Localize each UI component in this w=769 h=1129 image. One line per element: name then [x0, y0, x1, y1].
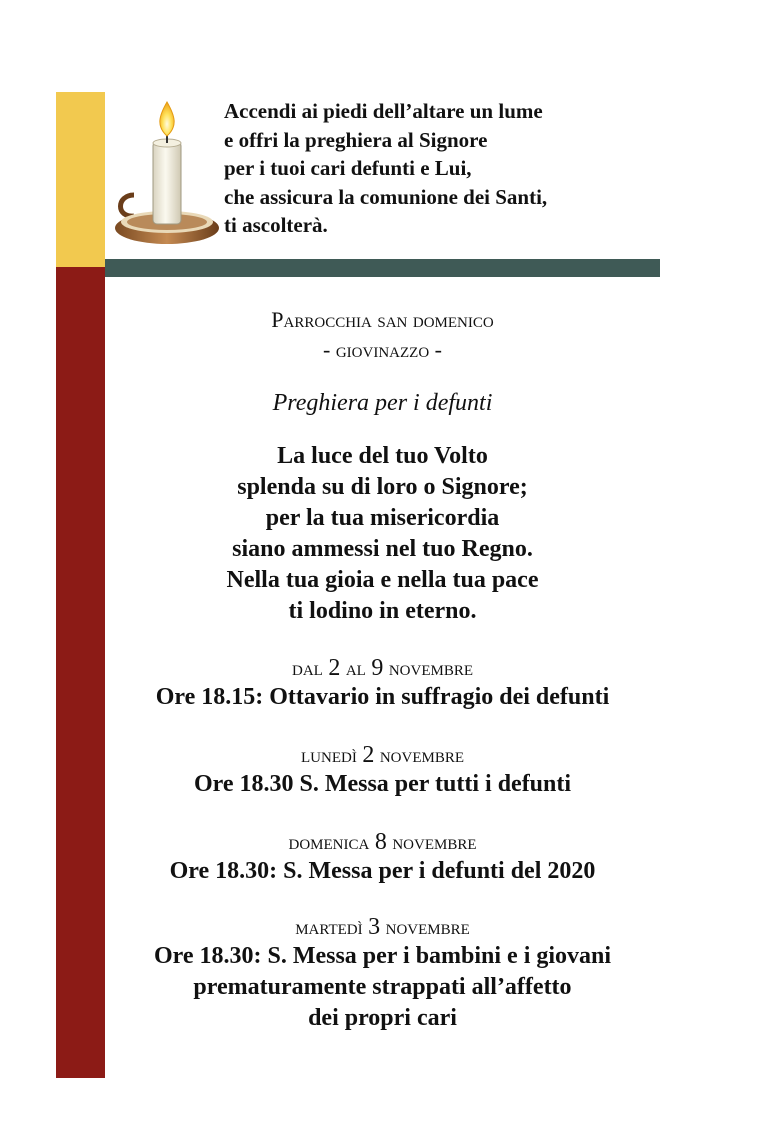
intro-line: ti ascolterà.: [224, 213, 328, 237]
gold-bar: [56, 92, 105, 267]
event-description: prematuramente strappati all’affetto: [193, 974, 572, 1000]
intro-line: che assicura la comunione dei Santi,: [224, 184, 548, 209]
prayer-line: per la tua misericordia: [265, 505, 500, 531]
red-bar: [56, 267, 105, 1078]
prayer-line: La luce del tuo Volto: [277, 443, 488, 469]
prayer-line: ti lodino in eterno.: [288, 598, 477, 624]
event-date: lunedì 2 novembre: [301, 742, 464, 768]
parish-name: Parrocchia san domenico: [271, 307, 494, 332]
event-lunedi: [105, 742, 660, 800]
event-description: Ore 18.30: S. Messa per i bambini e i giovani: [153, 943, 612, 969]
parish-town: - giovinazzo -: [323, 337, 442, 362]
event-description: Ore 18.30 S. Messa per tutti i defunti: [193, 771, 572, 797]
prayer-line: Nella tua gioia e nella tua pace: [226, 567, 539, 593]
prayer-line: splenda su di loro o Signore;: [237, 474, 528, 500]
prayer-text: [105, 441, 660, 627]
teal-divider-bar: [105, 259, 660, 277]
event-date: domenica 8 novembre: [288, 829, 477, 855]
event-domenica: [105, 829, 660, 887]
prayer-line: siano ammessi nel tuo Regno.: [232, 536, 533, 562]
event-ottavario: [105, 655, 660, 713]
event-description: Ore 18.30: S. Messa per i defunti del 2020: [169, 858, 596, 884]
parish-header: [105, 305, 660, 365]
event-description: dei propri cari: [308, 1005, 457, 1031]
intro-line: per i tuoi cari defunti e Lui,: [224, 156, 472, 180]
intro-line: e offri la preghiera al Signore: [224, 127, 488, 152]
event-date: dal 2 al 9 novembre: [292, 655, 473, 681]
intro-verse: [224, 97, 547, 240]
event-martedi: [105, 914, 660, 1034]
event-description: Ore 18.15: Ottavario in suffragio dei defunti: [155, 684, 610, 710]
prayer-title: Preghiera per i defunti: [272, 390, 493, 416]
intro-line: Accendi ai piedi dell’altare un lume: [224, 99, 543, 123]
event-date: martedì 3 novembre: [295, 914, 470, 940]
candle-icon: [112, 100, 222, 256]
